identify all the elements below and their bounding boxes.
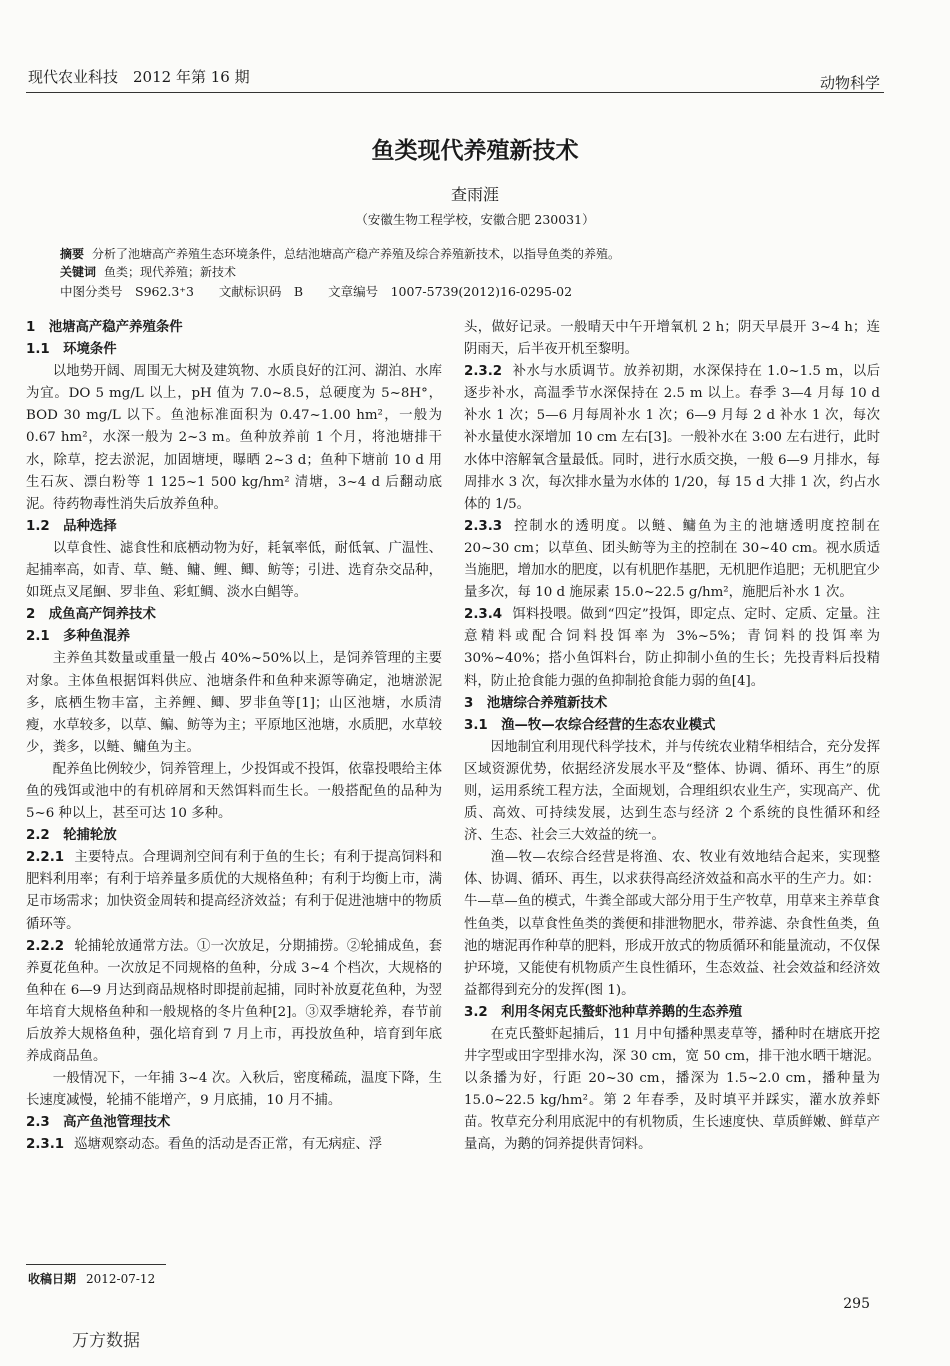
abstract-label: 摘要 <box>60 247 85 261</box>
paragraph <box>464 516 880 604</box>
subsection-heading: 2.2 轮捕轮放 <box>26 828 117 844</box>
abstract <box>60 246 890 263</box>
keywords-text: 鱼类；现代养殖；新技术 <box>104 265 237 279</box>
section-heading: 3 池塘综合养殖新技术 <box>464 695 608 711</box>
paper-title: 鱼类现代养殖新技术 <box>371 138 579 164</box>
subsection-heading: 2.1 多种鱼混养 <box>26 629 131 645</box>
paragraph <box>464 361 880 516</box>
subsection-heading: 3.2 利用冬闲克氏螯虾池种草养鹅的生态养殖 <box>464 1004 743 1020</box>
paragraph-text: 巡塘观察动态。看鱼的活动是否正常，有无病症、浮 <box>74 1137 383 1153</box>
paragraph: 头，做好记录。一般晴天中午开增氧机 2 h；阴天早晨开 3~4 h；连阴雨天，后半夜开机至黎明。 <box>464 320 880 358</box>
page-number: 295 <box>843 1296 870 1312</box>
paragraph: 一般情况下，一年捕 3~4 次。入秋后，密度稀疏，温度下降，生长速度减慢，轮捕不能增产，9 月底捕，10 月不捕。 <box>26 1071 442 1109</box>
subsubsection-number: 2.2.2 <box>26 938 65 954</box>
subsubsection-number: 2.3.1 <box>26 1137 65 1153</box>
paragraph: 配养鱼比例较少，饲养管理上，少投饵或不投饵，依靠投喂给主体鱼的残饵或池中的有机碎屑和天然饵料而生长。一般搭配鱼的品种为 5~6 种以上，甚至可达 10 多种。 <box>26 761 442 822</box>
watermark: 万方数据 <box>72 1331 140 1351</box>
keywords-label: 关键词 <box>60 265 97 279</box>
subsection-heading: 3.1 渔—牧—农综合经营的生态农业模式 <box>464 717 716 733</box>
right-column <box>464 317 880 1157</box>
paragraph: 以地势开阔、周围无大树及建筑物、水质良好的江河、湖泊、水库为宜。DO 5 mg/L 以上，pH 值为 7.0~8.5，总硬度为 5~8H°，BOD 30 mg/L 以下。鱼池标准面积为 0.47~1.00 hm²，一般为 0.67 hm²，水深一般为 2~3 m。鱼种放养前 1 个月，将池塘排干水，除草，挖去淤泥，加固塘埂，曝晒 2~3 d；鱼种下塘前 10 d 用生石灰、漂白粉等 1 125~1 500 kg/hm² 清塘，3~4 d 后翻动底泥。待药物毒性消失后放养鱼种。 <box>26 364 442 512</box>
section-heading: 1 池塘高产稳产养殖条件 <box>26 320 183 335</box>
paragraph-text: 控制水的透明度。以鲢、鳙鱼为主的池塘透明度控制在 20~30 cm；以草鱼、团头鲂等为主的控制在 30~40 cm。视水质适当施肥，增加水的肥度，以有机肥作基肥，无机肥作追肥；无机肥宜少量多次，每 10 d 施尿素 15.0~22.5 g/hm²，施肥后补水 1 次。 <box>464 518 880 601</box>
paragraph: 在克氏螯虾起捕后，11 月中旬播种黑麦草等，播种时在塘底开挖井字型或田字型排水沟，深 30 cm，宽 50 cm，排干池水晒干塘泥。以条播为好，行距 20~30 cm，播深为 1.5~2.0 cm，播种量为 15.0~22.5 kg/hm²。第 2 年春季，及时填平并踩实，灌水放养虾苗。牧草充分利用底泥中的有机物质，生长速度快、草质鲜嫩、鲜草产量高，为鹅的饲养提供青饲料。 <box>464 1027 880 1153</box>
paragraph-text: 主要特点。合理调剂空间有利于鱼的生长；有利于提高饲料和肥料利用率；有利于培养量多质优的大规格鱼种；有利于均衡上市，满足市场需求；加快资金周转和提高经济效益；有利于促进池塘中的物质循环等。 <box>26 850 442 932</box>
paragraph: 以草食性、滤食性和底栖动物为好，耗氧率低，耐低氧、广温性、起捕率高，如青、草、鲢、鳙、鲤、鲫、鲂等；引进、选育杂交品种，如斑点叉尾鮰、罗非鱼、彩虹鲷、淡水白鲳等。 <box>26 540 442 601</box>
paragraph-text: 补水与水质调节。放养初期，水深保持在 1.0~1.5 m，以后逐步补水，高温季节水深保持在 2.5 m 以上。春季 3—4 月每 10 d 补水 1 次；5—6 月每周补水 1 次；6—9 月每 2 d 补水 1 次，每次补水量使水深增加 10 cm 左右[3]。一般补水在 3:00 左右进行，此时水体中溶解氧含量最低。同时，进行水质交换，一般 6—9 月排水，每周排水 3 次，每次排水量为水体的 1/20，每 15 d 大排 1 次，约占水体的 1/5。 <box>464 364 880 512</box>
paragraph <box>26 847 442 935</box>
header-rule <box>26 92 884 93</box>
paragraph-text: 饵料投喂。做到“四定”投饵，即定点、定时、定质、定量。注意精料或配合饲料投饵率为 3%~5%；青饲料的投饵率为 30%~40%；搭小鱼饵料台，防止抑制小鱼的生长；先投青料后投精料，防止抢食能力强的鱼抑制抢食能力弱的鱼[4]。 <box>464 607 880 689</box>
subsubsection-number: 2.3.3 <box>464 518 503 534</box>
subsection-heading: 2.3 高产鱼池管理技术 <box>26 1115 171 1131</box>
section-heading: 2 成鱼高产饲养技术 <box>26 607 156 623</box>
subsection-heading: 1.1 环境条件 <box>26 342 117 358</box>
subsubsection-number: 2.3.4 <box>464 607 503 623</box>
footnote-rule <box>26 1264 166 1265</box>
author: 查雨涯 <box>450 185 499 204</box>
received-date <box>28 1270 155 1287</box>
paragraph: 渔—牧—农综合经营是将渔、农、牧业有效地结合起来，实现整体、协调、循环、再生，以求获得高经济效益和高水平的生产力。如：牛—草—鱼的模式，牛粪全部或大部分用于生产牧草，用草来主养草食性鱼类，以草食性鱼类的粪便和排泄物肥水，带养滤、杂食性鱼类，鱼池的塘泥再作种草的肥料，形成开放式的物质循环和能量流动，不仅保护环境，又能使有机物质产生良性循环，生态效益、社会效益和经济效益都得到充分的发挥(图 1)。 <box>464 850 880 998</box>
left-column <box>26 317 442 1157</box>
subsubsection-number: 2.3.2 <box>464 364 503 380</box>
received-value: 2012-07-12 <box>86 1272 156 1286</box>
journal-header: 现代农业科技 2012 年第 16 期 <box>28 68 250 86</box>
classification-meta: 中图分类号 S962.3⁺3 文献标识码 B 文章编号 1007-5739(2012)16-0295-02 <box>60 284 573 299</box>
subsection-heading: 1.2 品种选择 <box>26 518 117 534</box>
keywords <box>60 264 890 281</box>
subsubsection-number: 2.2.1 <box>26 850 65 866</box>
affiliation: （安徽生物工程学校，安徽合肥 230031） <box>355 212 595 227</box>
paragraph <box>26 1134 442 1156</box>
paragraph-text: 轮捕轮放通常方法。①一次放足，分期捕捞。②轮捕成鱼，套养夏花鱼种。一次放足不同规格的鱼种，分成 3~4 个档次，大规格的鱼种在 6—9 月达到商品规格时即提前起捕，同时补放夏花鱼种，为翌年培育大规格鱼种和一般规格的冬片鱼种[2]。③双季塘轮养，春节前后放养大规格鱼种，强化培育到 7 月上市，再投放鱼种，培育到年底养成商品鱼。 <box>26 938 442 1065</box>
paragraph: 主养鱼其数量或重量一般占 40%~50%以上，是饲养管理的主要对象。主体鱼根据饵料供应、池塘条件和鱼种来源等确定，池塘淤泥多，底栖生物丰富，主养鲤、鲫、罗非鱼等[1]；山区池塘，水质清瘦，水草较多，以草、鳊、鲂等为主；平原地区池塘，水质肥，水草较少，粪多，以鲢、鳙鱼为主。 <box>26 651 442 755</box>
received-label: 收稿日期 <box>28 1272 77 1286</box>
section-header: 动物科学 <box>819 74 880 92</box>
abstract-text: 分析了池塘高产养殖生态环境条件，总结池塘高产稳产养殖及综合养殖新技术，以指导鱼类的养殖。 <box>92 247 621 261</box>
paragraph: 因地制宜利用现代科学技术，并与传统农业精华相结合，充分发挥区域资源优势，依据经济发展水平及“整体、协调、循环、再生”的原则，运用系统工程方法，全面规划，合理组织农业生产，实现高产、优质、高效、可持续发展，达到生态与经济 2 个系统的良性循环和经济、生态、社会三大效益的统一。 <box>464 739 880 844</box>
paragraph <box>26 936 442 1069</box>
paragraph <box>464 604 880 692</box>
